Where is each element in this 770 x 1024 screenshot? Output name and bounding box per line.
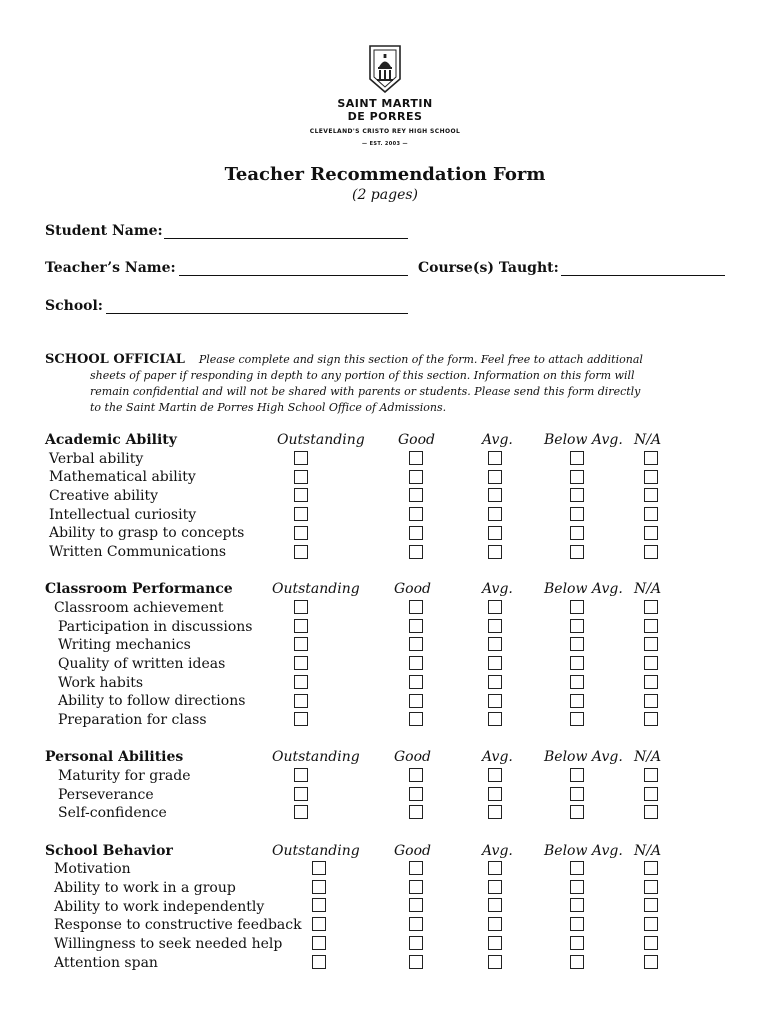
col-outstanding: Outstanding [272, 843, 360, 859]
col-below-avg: Below Avg. [544, 581, 623, 597]
courses-taught-label: Course(s) Taught: [418, 260, 559, 276]
checkbox-avg[interactable] [488, 545, 502, 559]
checkbox-avg[interactable] [488, 470, 502, 484]
checkbox-na[interactable] [644, 545, 658, 559]
item-label: Motivation [54, 861, 131, 877]
checkbox-avg[interactable] [488, 451, 502, 465]
checkbox-avg[interactable] [488, 675, 502, 689]
checkbox-na[interactable] [644, 880, 658, 894]
checkbox-outstanding[interactable] [294, 694, 308, 708]
item-label: Ability to work in a group [54, 880, 236, 896]
checkbox-good[interactable] [409, 936, 423, 950]
checkbox-outstanding[interactable] [312, 917, 326, 931]
col-good: Good [398, 432, 436, 448]
checkbox-good[interactable] [409, 712, 423, 726]
checkbox-below-avg[interactable] [570, 805, 584, 819]
checkbox-below-avg[interactable] [570, 451, 584, 465]
item-label: Verbal ability [49, 451, 144, 467]
item-label: Participation in discussions [58, 619, 253, 635]
checkbox-na[interactable] [644, 955, 658, 969]
checkbox-outstanding[interactable] [294, 637, 308, 651]
checkbox-avg[interactable] [488, 619, 502, 633]
col-avg: Avg. [482, 843, 513, 859]
col-good: Good [394, 749, 432, 765]
checkbox-outstanding[interactable] [312, 880, 326, 894]
checkbox-below-avg[interactable] [570, 656, 584, 670]
checkbox-avg[interactable] [488, 917, 502, 931]
checkbox-good[interactable] [409, 656, 423, 670]
section-title: School Behavior [45, 843, 173, 859]
checkbox-outstanding[interactable] [312, 861, 326, 875]
checkbox-na[interactable] [644, 675, 658, 689]
checkbox-good[interactable] [409, 694, 423, 708]
item-label: Willingness to seek needed help [54, 936, 283, 952]
item-label: Preparation for class [58, 712, 207, 728]
col-avg: Avg. [482, 432, 513, 448]
school-field[interactable] [106, 313, 408, 314]
student-name-label: Student Name: [45, 223, 163, 239]
item-label: Ability to grasp to concepts [49, 525, 245, 541]
item-label: Self-confidence [58, 805, 167, 821]
checkbox-below-avg[interactable] [570, 470, 584, 484]
checkbox-good[interactable] [409, 880, 423, 894]
col-na: N/A [634, 749, 662, 765]
checkbox-below-avg[interactable] [570, 880, 584, 894]
checkbox-good[interactable] [409, 898, 423, 912]
col-below-avg: Below Avg. [544, 843, 623, 859]
checkbox-good[interactable] [409, 805, 423, 819]
checkbox-good[interactable] [409, 470, 423, 484]
checkbox-below-avg[interactable] [570, 787, 584, 801]
checkbox-na[interactable] [644, 600, 658, 614]
checkbox-na[interactable] [644, 619, 658, 633]
checkbox-outstanding[interactable] [294, 712, 308, 726]
school-official-instructions [45, 352, 685, 416]
checkbox-good[interactable] [409, 861, 423, 875]
checkbox-outstanding[interactable] [312, 936, 326, 950]
checkbox-good[interactable] [409, 917, 423, 931]
item-label: Quality of written ideas [58, 656, 226, 672]
checkbox-outstanding[interactable] [294, 545, 308, 559]
official-line-4: to the Saint Martin de Porres High School Office of Admissions. [90, 401, 447, 414]
logo-est: — EST. 2003 — [362, 141, 408, 147]
section-title: Academic Ability [45, 432, 177, 448]
checkbox-outstanding[interactable] [294, 787, 308, 801]
checkbox-good[interactable] [409, 675, 423, 689]
checkbox-na[interactable] [644, 694, 658, 708]
checkbox-na[interactable] [644, 507, 658, 521]
checkbox-avg[interactable] [488, 656, 502, 670]
checkbox-good[interactable] [409, 619, 423, 633]
logo-name-line2: DE PORRES [347, 110, 423, 123]
checkbox-avg[interactable] [488, 861, 502, 875]
school-official-heading: SCHOOL OFFICIAL [45, 352, 185, 367]
checkbox-outstanding[interactable] [294, 488, 308, 502]
checkbox-below-avg[interactable] [570, 507, 584, 521]
checkbox-good[interactable] [409, 600, 423, 614]
checkbox-avg[interactable] [488, 805, 502, 819]
col-outstanding: Outstanding [272, 581, 360, 597]
form-subtitle: (2 pages) [351, 187, 419, 203]
checkbox-na[interactable] [644, 470, 658, 484]
checkbox-good[interactable] [409, 768, 423, 782]
item-label: Work habits [58, 675, 144, 691]
checkbox-avg[interactable] [488, 936, 502, 950]
checkbox-na[interactable] [644, 805, 658, 819]
checkbox-avg[interactable] [488, 712, 502, 726]
checkbox-good[interactable] [409, 488, 423, 502]
shield-crest-icon [369, 45, 401, 93]
checkbox-below-avg[interactable] [570, 712, 584, 726]
col-below-avg: Below Avg. [544, 432, 623, 448]
item-label: Mathematical ability [49, 469, 196, 485]
checkbox-avg[interactable] [488, 600, 502, 614]
checkbox-na[interactable] [644, 712, 658, 726]
checkbox-na[interactable] [644, 787, 658, 801]
checkbox-good[interactable] [409, 955, 423, 969]
checkbox-outstanding[interactable] [294, 675, 308, 689]
checkbox-na[interactable] [644, 526, 658, 540]
item-label: Creative ability [49, 488, 159, 504]
checkbox-na[interactable] [644, 861, 658, 875]
official-line-1: Please complete and sign this section of the form. Feel free to attach additional [198, 353, 643, 366]
checkbox-outstanding[interactable] [294, 768, 308, 782]
checkbox-outstanding[interactable] [294, 526, 308, 540]
checkbox-na[interactable] [644, 898, 658, 912]
checkbox-na[interactable] [644, 917, 658, 931]
checkbox-good[interactable] [409, 526, 423, 540]
col-avg: Avg. [482, 749, 513, 765]
section-title: Classroom Performance [45, 581, 233, 597]
checkbox-outstanding[interactable] [294, 805, 308, 819]
item-label: Classroom achievement [54, 600, 224, 616]
checkbox-avg[interactable] [488, 526, 502, 540]
checkbox-avg[interactable] [488, 787, 502, 801]
logo-name-line1: SAINT MARTIN [337, 97, 433, 110]
school-label: School: [45, 298, 103, 314]
teacher-name-label: Teacher’s Name: [45, 260, 176, 276]
checkbox-avg[interactable] [488, 507, 502, 521]
checkbox-na[interactable] [644, 637, 658, 651]
checkbox-outstanding[interactable] [312, 898, 326, 912]
checkbox-below-avg[interactable] [570, 488, 584, 502]
checkbox-outstanding[interactable] [312, 955, 326, 969]
checkbox-avg[interactable] [488, 955, 502, 969]
courses-taught-field[interactable] [561, 275, 725, 276]
checkbox-avg[interactable] [488, 880, 502, 894]
col-good: Good [394, 843, 432, 859]
checkbox-outstanding[interactable] [294, 656, 308, 670]
checkbox-below-avg[interactable] [570, 694, 584, 708]
col-na: N/A [634, 432, 662, 448]
item-label: Maturity for grade [58, 768, 191, 784]
checkbox-good[interactable] [409, 545, 423, 559]
col-good: Good [394, 581, 432, 597]
form-title: Teacher Recommendation Form [224, 164, 546, 185]
checkbox-na[interactable] [644, 768, 658, 782]
checkbox-below-avg[interactable] [570, 861, 584, 875]
checkbox-outstanding[interactable] [294, 619, 308, 633]
checkbox-avg[interactable] [488, 637, 502, 651]
item-label: Perseverance [58, 787, 154, 803]
checkbox-good[interactable] [409, 637, 423, 651]
item-label: Written Communications [49, 544, 227, 560]
item-label: Ability to work independently [54, 899, 265, 915]
checkbox-avg[interactable] [488, 694, 502, 708]
checkbox-avg[interactable] [488, 768, 502, 782]
official-line-3: remain confidential and will not be shared with parents or students. Please send this form directly [90, 385, 641, 398]
checkbox-below-avg[interactable] [570, 637, 584, 651]
item-label: Writing mechanics [58, 637, 191, 653]
student-name-field[interactable] [164, 238, 408, 239]
checkbox-below-avg[interactable] [570, 545, 584, 559]
checkbox-below-avg[interactable] [570, 600, 584, 614]
col-outstanding: Outstanding [272, 749, 360, 765]
checkbox-outstanding[interactable] [294, 600, 308, 614]
logo-tagline: CLEVELAND'S CRISTO REY HIGH SCHOOL [309, 128, 461, 135]
col-na: N/A [634, 581, 662, 597]
col-below-avg: Below Avg. [544, 749, 623, 765]
checkbox-na[interactable] [644, 656, 658, 670]
checkbox-na[interactable] [644, 488, 658, 502]
item-label: Attention span [54, 955, 158, 971]
checkbox-below-avg[interactable] [570, 526, 584, 540]
checkbox-below-avg[interactable] [570, 917, 584, 931]
checkbox-below-avg[interactable] [570, 675, 584, 689]
checkbox-avg[interactable] [488, 898, 502, 912]
col-avg: Avg. [482, 581, 513, 597]
checkbox-good[interactable] [409, 507, 423, 521]
official-line-2: sheets of paper if responding in depth to any portion of this section. Information on this form will [90, 369, 635, 382]
checkbox-outstanding[interactable] [294, 507, 308, 521]
checkbox-below-avg[interactable] [570, 619, 584, 633]
checkbox-na[interactable] [644, 451, 658, 465]
checkbox-avg[interactable] [488, 488, 502, 502]
item-label: Ability to follow directions [58, 693, 246, 709]
item-label: Intellectual curiosity [49, 507, 197, 523]
checkbox-na[interactable] [644, 936, 658, 950]
item-label: Response to constructive feedback [54, 917, 302, 933]
checkbox-outstanding[interactable] [294, 451, 308, 465]
checkbox-below-avg[interactable] [570, 936, 584, 950]
teacher-name-field[interactable] [179, 275, 408, 276]
checkbox-below-avg[interactable] [570, 955, 584, 969]
checkbox-good[interactable] [409, 451, 423, 465]
checkbox-outstanding[interactable] [294, 470, 308, 484]
checkbox-below-avg[interactable] [570, 898, 584, 912]
section-title: Personal Abilities [45, 749, 184, 765]
checkbox-below-avg[interactable] [570, 768, 584, 782]
col-outstanding: Outstanding [277, 432, 365, 448]
col-na: N/A [634, 843, 662, 859]
checkbox-good[interactable] [409, 787, 423, 801]
